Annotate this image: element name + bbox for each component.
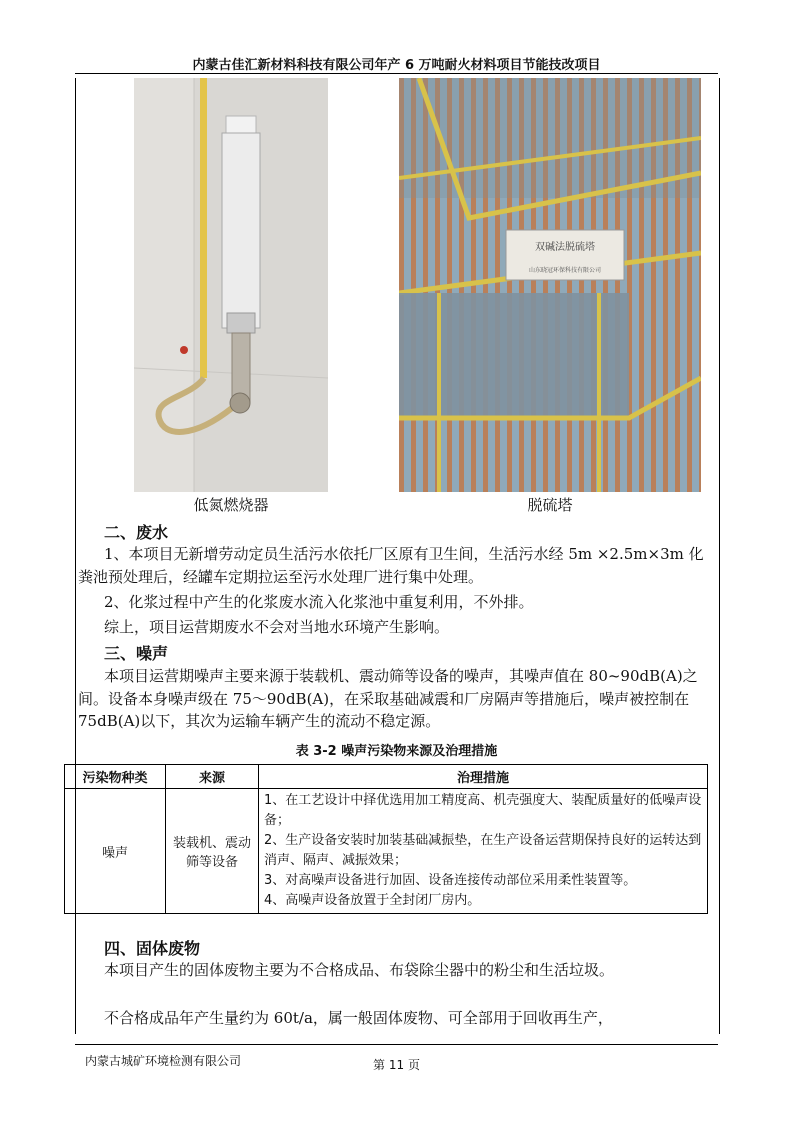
table-cell-source: 装载机、震动筛等设备 xyxy=(166,789,259,914)
noise-para-1: 本项目运营期噪声主要来源于装载机、震动筛等设备的噪声，其噪声值在 80~90dB(A)之间。设备本身噪声级在 75～90dB(A)，在采取基础减震和厂房隔声等措施后，噪声被控制在 75dB(A)以下，其次为运输车辆产生的流动不稳定源。 xyxy=(78,667,698,730)
table-header-measures: 治理措施 xyxy=(259,765,708,789)
table-header-type: 污染物种类 xyxy=(65,765,166,789)
wastewater-para-3: 综上，项目运营期废水不会对当地水环境产生影响。 xyxy=(104,618,450,636)
noise-table xyxy=(64,764,708,914)
page-header-title: 内蒙古佳汇新材料科技有限公司年产 6 万吨耐火材料项目节能技改项目 xyxy=(192,58,601,73)
footer-page-number: 第 11 页 xyxy=(373,1058,420,1072)
measure-item: 2、生产设备安装时加装基础减振垫，在生产设备运营期保持良好的运转达到消声、隔声、减振效果； xyxy=(264,833,702,868)
wastewater-para-1: 1、本项目无新增劳动定员生活污水依托厂区原有卫生间，生活污水经 5m ×2.5m×3m 化粪池预处理后，经罐车定期拉运至污水处理厂进行集中处理。 xyxy=(78,545,704,586)
heading-wastewater: 二、废水 xyxy=(104,523,169,542)
measure-item: 3、对高噪声设备进行加固、设备连接传动部位采用柔性装置等。 xyxy=(264,873,637,888)
solid-para-1: 本项目产生的固体废物主要为不合格成品、布袋除尘器中的粉尘和生活垃圾。 xyxy=(104,961,615,979)
table-header-source: 来源 xyxy=(166,765,259,789)
table-title: 表 3-2 噪声污染物来源及治理措施 xyxy=(295,744,498,759)
measure-item: 4、高噪声设备放置于全封闭厂房内。 xyxy=(264,893,481,908)
tower-sign-company: 山东晓冠环保科技有限公司 xyxy=(528,267,602,274)
photo-low-nox-burner xyxy=(134,78,328,492)
tower-sign-title: 双碱法脱硫塔 xyxy=(535,242,595,253)
table-cell-type: 噪声 xyxy=(65,789,166,914)
table-cell-measures xyxy=(259,789,708,914)
heading-solid-waste: 四、固体废物 xyxy=(104,939,201,958)
photo-caption-tower: 脱硫塔 xyxy=(527,496,573,514)
header-rule xyxy=(75,73,718,74)
heading-noise: 三、噪声 xyxy=(104,644,169,663)
table-header-row xyxy=(65,765,708,789)
photo-desulfurization-tower xyxy=(399,78,701,492)
solid-para-2: 不合格成品年产生量约为 60t/a，属一般固体废物、可全部用于回收再生产， xyxy=(104,1009,613,1027)
wastewater-para-2: 2、化浆过程中产生的化浆废水流入化浆池中重复利用，不外排。 xyxy=(104,593,534,611)
table-row xyxy=(65,789,708,914)
photo-caption-burner: 低氮燃烧器 xyxy=(193,496,269,514)
footer-rule xyxy=(75,1044,718,1045)
footer-company: 内蒙古城矿环境检测有限公司 xyxy=(85,1054,242,1068)
measure-item: 1、在工艺设计中择优选用加工精度高、机壳强度大、装配质量好的低噪声设备； xyxy=(264,793,702,828)
